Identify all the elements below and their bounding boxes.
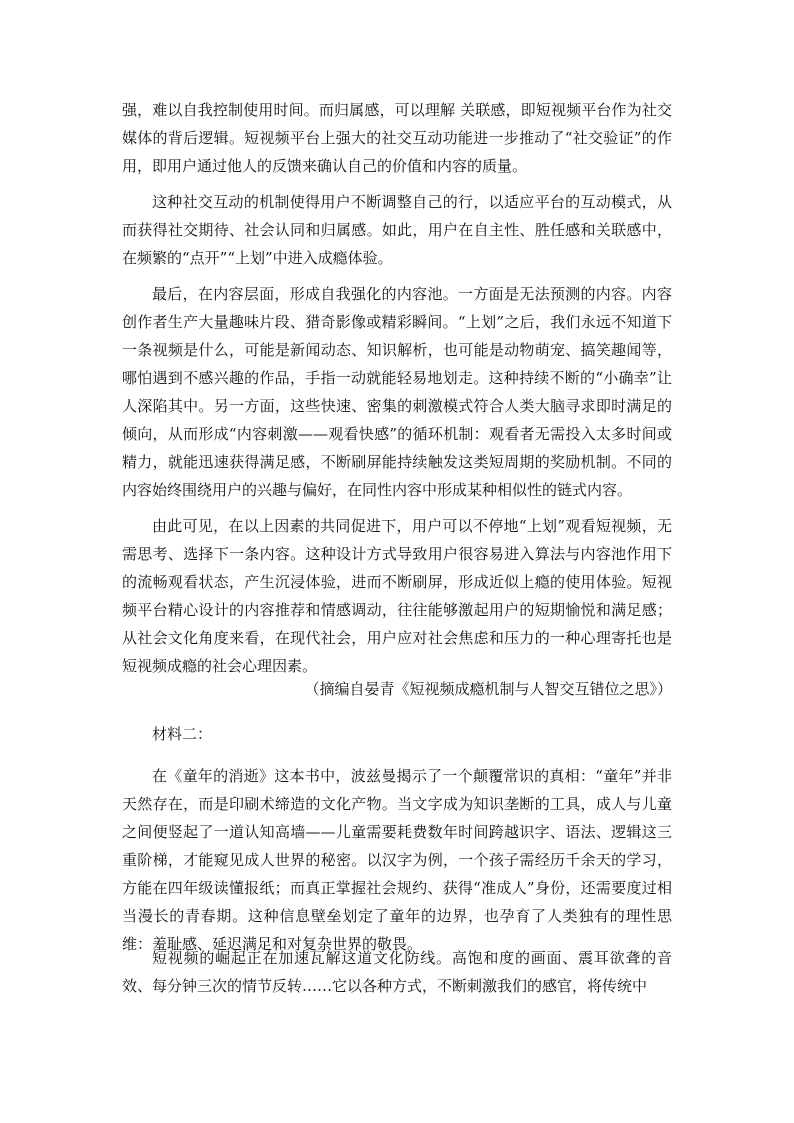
- paragraph-content-pool: 最后，在内容层面，形成自我强化的内容池。一方面是无法预测的内容。内容创作者生产大量趣味片段、猎奇影像或精彩瞬间。“上划”之后，我们永远不知道下一条视频是什么，可能是新闻动态、知识解析，也可能是动物萌宠、搞笑趣闻等，哪怕遇到不感兴趣的作品，手指一动就能轻易地划走。这种持续不断的“小确幸”让人深陷其中。另一方面，这些快速、密集的刺激模式符合人类大脑寻求即时满足的倾向，从而形成“内容刺激——观看快感”的循环机制：观看者无需投入太多时间或精力，就能迅速获得满足感，不断刷屏能持续触发这类短周期的奖励机制。不同的内容始终围绕用户的兴趣与偏好，在同性内容中形成某种相似性的链式内容。: [122, 285, 672, 499]
- paragraph-social-validation: 强，难以自我控制使用时间。而归属感，可以理解 关联感，即短视频平台作为社交媒体的背后逻辑。短视频平台上强大的社交互动功能进一步推动了“社交验证”的作用，即用户通过他人的反馈来确认自己的价值和内容的质量。: [122, 101, 672, 175]
- material-two-heading: 材料二：: [152, 725, 213, 743]
- citation: （摘编自晏青《短视频成瘾机制与人智交互错位之思》）: [304, 680, 672, 698]
- paragraph-short-video-rise: 短视频的崛起正在加速瓦解这道文化防线。高饱和度的画面、震耳欲聋的音效、每分钟三次的情节反转……它以各种方式，不断刺激我们的感官，将传统中: [122, 949, 672, 995]
- paragraph-social-interaction: 这种社交互动的机制使得用户不断调整自己的行，以适应平台的互动模式，从而获得社交期待、社会认同和归属感。如此，用户在自主性、胜任感和关联感中，在频繁的“点开”“上划”中进入成瘾体验。: [122, 193, 672, 267]
- paragraph-conclusion: 由此可见，在以上因素的共同促进下，用户可以不停地“上划”观看短视频，无需思考、选择下一条内容。这种设计方式导致用户很容易进入算法与内容池作用下的流畅观看状态，产生沉浸体验，进而不断刷屏，形成近似上瘾的使用体验。短视频平台精心设计的内容推荐和情感调动，往往能够激起用户的短期愉悦和满足感；从社会文化角度来看，在现代社会，用户应对社会焦虑和压力的一种心理寄托也是短视频成瘾的社会心理因素。: [122, 517, 672, 675]
- paragraph-disappearance-of-childhood: 在《童年的消逝》这本书中，波兹曼揭示了一个颠覆常识的真相：“童年”并非天然存在，而是印刷术缔造的文化产物。当文字成为知识垄断的工具，成人与儿童之间便竖起了一道认知高墙——儿童需要耗费数年时间跨越识字、语法、逻辑这三重阶梯，才能窥见成人世界的秘密。以汉字为例，一个孩子需经历千余天的学习，方能在四年级读懂报纸；而真正掌握社会规约、获得“准成人”身份，还需要度过相当漫长的青春期。这种信息壁垒划定了童年的边界，也孕育了人类独有的理性思维：羞耻感、延迟满足和对复杂世界的敬畏。: [122, 767, 672, 953]
